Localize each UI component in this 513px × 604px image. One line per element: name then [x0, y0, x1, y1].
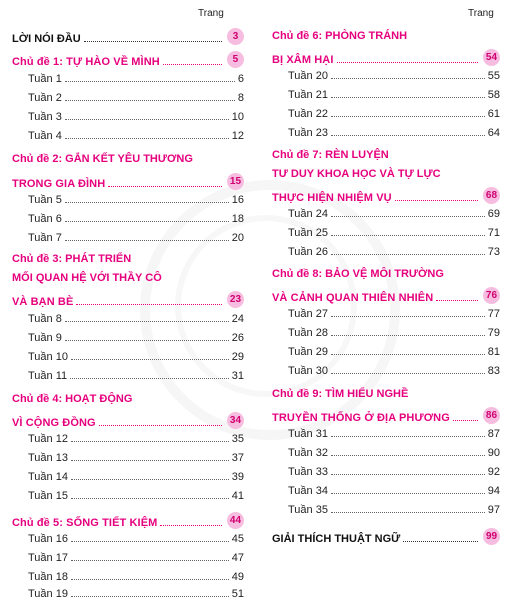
week-label: Tuần 2	[28, 92, 62, 104]
leader-dots	[331, 97, 485, 98]
week-label: Tuần 12	[28, 433, 68, 445]
leader-dots	[337, 62, 479, 63]
toc-week[interactable]	[12, 588, 244, 600]
week-label: Tuần 15	[28, 490, 68, 502]
leader-dots	[65, 340, 229, 341]
topic-title: TRUYỀN THỐNG Ở ĐỊA PHƯƠNG	[272, 412, 450, 424]
week-page: 37	[231, 452, 244, 464]
week-page: 29	[231, 351, 244, 363]
toc-topic-1[interactable]	[12, 51, 244, 68]
week-label: Tuần 30	[288, 365, 328, 377]
week-label: Tuần 5	[28, 194, 62, 206]
leader-dots	[331, 354, 485, 355]
toc-week[interactable]	[12, 490, 244, 502]
week-page: 12	[231, 130, 244, 142]
week-label: Tuần 7	[28, 232, 62, 244]
week-label: Tuần 25	[288, 227, 328, 239]
leader-dots	[108, 186, 222, 187]
week-label: Tuần 32	[288, 447, 328, 459]
week-page: 87	[487, 428, 500, 440]
leader-dots	[71, 479, 229, 480]
week-page: 10	[231, 111, 244, 123]
toc-week[interactable]	[12, 111, 244, 123]
toc-week[interactable]	[272, 428, 500, 440]
week-page: 20	[231, 232, 244, 244]
week-page: 58	[487, 89, 500, 101]
leader-dots	[331, 116, 485, 117]
week-page: 90	[487, 447, 500, 459]
week-page: 47	[231, 552, 244, 564]
week-label: Tuần 8	[28, 313, 62, 325]
leader-dots	[65, 81, 235, 82]
toc-week[interactable]	[272, 365, 500, 377]
week-page: 92	[487, 466, 500, 478]
page-badge: 5	[227, 51, 244, 68]
week-page: 8	[237, 92, 244, 104]
topic-title-line: Chủ đề 7: RÈN LUYỆN	[272, 149, 389, 161]
toc-week[interactable]	[272, 246, 500, 258]
toc-week[interactable]	[12, 313, 244, 325]
toc-week[interactable]	[12, 351, 244, 363]
leader-dots	[403, 541, 478, 542]
week-page: 35	[231, 433, 244, 445]
leader-dots	[65, 119, 229, 120]
leader-dots	[436, 300, 478, 301]
week-page: 26	[231, 332, 244, 344]
toc-topic-8[interactable]	[272, 287, 500, 304]
leader-dots	[76, 304, 222, 305]
week-page: 18	[231, 213, 244, 225]
toc-week[interactable]	[272, 70, 500, 82]
page-badge: 86	[483, 407, 500, 424]
leader-dots	[331, 436, 485, 437]
toc-week[interactable]	[12, 552, 244, 564]
week-page: 83	[487, 365, 500, 377]
leader-dots	[160, 525, 222, 526]
leader-dots	[65, 321, 229, 322]
leader-dots	[99, 425, 222, 426]
week-page: 61	[487, 108, 500, 120]
topic-title-line: Chủ đề 9: TÌM HIỂU NGHỀ	[272, 388, 409, 400]
toc-topic-5[interactable]	[12, 512, 244, 529]
toc-week[interactable]	[272, 308, 500, 320]
leader-dots	[65, 138, 229, 139]
week-page: 51	[231, 588, 244, 600]
week-page: 94	[487, 485, 500, 497]
week-label: Tuần 33	[288, 466, 328, 478]
week-page: 6	[237, 73, 244, 85]
week-page: 24	[231, 313, 244, 325]
toc-week[interactable]	[272, 466, 500, 478]
week-label: Tuần 9	[28, 332, 62, 344]
week-page: 73	[487, 246, 500, 258]
week-label: Tuần 24	[288, 208, 328, 220]
week-label: Tuần 28	[288, 327, 328, 339]
toc-week[interactable]	[12, 213, 244, 225]
toc-week[interactable]	[12, 130, 244, 142]
leader-dots	[331, 235, 485, 236]
week-label: Tuần 6	[28, 213, 62, 225]
topic-title-line: Chủ đề 4: HOẠT ĐỘNG	[12, 393, 133, 405]
page-column-header: Trang	[468, 8, 494, 19]
week-page: 49	[231, 571, 244, 583]
week-label: Tuần 4	[28, 130, 62, 142]
leader-dots	[331, 78, 485, 79]
leader-dots	[65, 221, 229, 222]
week-label: Tuần 35	[288, 504, 328, 516]
week-label: Tuần 11	[28, 370, 68, 382]
week-page: 71	[487, 227, 500, 239]
toc-topic-7[interactable]	[272, 187, 500, 204]
leader-dots	[331, 455, 485, 456]
leader-dots	[331, 254, 485, 255]
leader-dots	[65, 202, 229, 203]
toc-week[interactable]	[272, 89, 500, 101]
leader-dots	[395, 200, 478, 201]
week-label: Tuần 27	[288, 308, 328, 320]
topic-title: VÀ CẢNH QUAN THIÊN NHIÊN	[272, 292, 434, 304]
leader-dots	[71, 579, 229, 580]
leader-dots	[331, 316, 485, 317]
leader-dots	[331, 216, 485, 217]
week-page: 69	[487, 208, 500, 220]
week-page: 55	[487, 70, 500, 82]
topic-title-line: Chủ đề 3: PHÁT TRIỂN	[12, 253, 132, 265]
toc-entry-glossary[interactable]	[272, 528, 500, 545]
toc-week[interactable]	[272, 127, 500, 139]
week-label: Tuần 16	[28, 533, 68, 545]
toc-week[interactable]	[12, 232, 244, 244]
page-badge: 15	[227, 173, 244, 190]
topic-title: BỊ XÂM HẠI	[272, 54, 334, 66]
page-badge: 44	[227, 512, 244, 529]
week-label: Tuần 17	[28, 552, 68, 564]
toc-week[interactable]	[12, 370, 244, 382]
leader-dots	[71, 560, 229, 561]
toc-week[interactable]	[272, 485, 500, 497]
leader-dots	[71, 541, 229, 542]
week-label: Tuần 3	[28, 111, 62, 123]
week-page: 39	[231, 471, 244, 483]
toc-week[interactable]	[12, 92, 244, 104]
page-badge: 68	[483, 187, 500, 204]
week-page: 97	[487, 504, 500, 516]
leader-dots	[84, 41, 222, 42]
toc-week[interactable]	[12, 533, 244, 545]
leader-dots	[331, 135, 485, 136]
topic-title: THỰC HIỆN NHIỆM VỤ	[272, 192, 392, 204]
toc-topic-6[interactable]	[272, 49, 500, 66]
toc-week[interactable]	[12, 433, 244, 445]
week-page: 81	[487, 346, 500, 358]
leader-dots	[331, 493, 485, 494]
week-label: Tuần 21	[288, 89, 328, 101]
entry-label: LỜI NÓI ĐẦU	[12, 33, 81, 45]
week-label: Tuần 26	[288, 246, 328, 258]
page-badge: 3	[227, 28, 244, 45]
topic-title: VÀ BẠN BÈ	[12, 296, 74, 308]
week-label: Tuần 14	[28, 471, 68, 483]
leader-dots	[163, 64, 222, 65]
page-badge: 34	[227, 412, 244, 429]
topic-title-line: Chủ đề 8: BẢO VỆ MÔI TRƯỜNG	[272, 268, 444, 280]
toc-week[interactable]	[12, 194, 244, 206]
week-label: Tuần 23	[288, 127, 328, 139]
leader-dots	[65, 240, 229, 241]
page-column-header: Trang	[198, 8, 224, 19]
leader-dots	[65, 100, 235, 101]
toc-topic-4[interactable]	[12, 412, 244, 429]
leader-dots	[71, 596, 229, 597]
topic-title: Chủ đề 1: TỰ HÀO VỀ MÌNH	[12, 56, 160, 68]
leader-dots	[70, 378, 229, 379]
week-label: Tuần 20	[288, 70, 328, 82]
week-label: Tuần 29	[288, 346, 328, 358]
week-label: Tuần 18	[28, 571, 68, 583]
entry-label: GIẢI THÍCH THUẬT NGỮ	[272, 533, 401, 545]
topic-title-line: Chủ đề 2: GẮN KẾT YÊU THƯƠNG	[12, 153, 193, 165]
toc-week[interactable]	[272, 346, 500, 358]
page-badge: 99	[483, 528, 500, 545]
topic-title-line: Chủ đề 6: PHÒNG TRÁNH	[272, 30, 408, 42]
week-page: 41	[231, 490, 244, 502]
week-label: Tuần 31	[288, 428, 328, 440]
leader-dots	[71, 460, 229, 461]
week-label: Tuần 19	[28, 588, 68, 600]
week-page: 45	[231, 533, 244, 545]
page-badge: 54	[483, 49, 500, 66]
week-page: 16	[231, 194, 244, 206]
topic-title: TRONG GIA ĐÌNH	[12, 178, 106, 190]
toc-week[interactable]	[12, 452, 244, 464]
toc-topic-9[interactable]	[272, 407, 500, 424]
toc-topic-3[interactable]	[12, 291, 244, 308]
leader-dots	[331, 512, 485, 513]
toc-week[interactable]	[272, 327, 500, 339]
week-label: Tuần 1	[28, 73, 62, 85]
week-label: Tuần 22	[288, 108, 328, 120]
leader-dots	[453, 420, 478, 421]
toc-week[interactable]	[272, 504, 500, 516]
week-page: 79	[487, 327, 500, 339]
toc-week[interactable]	[272, 108, 500, 120]
page-badge: 76	[483, 287, 500, 304]
week-page: 77	[487, 308, 500, 320]
toc-week[interactable]	[12, 571, 244, 583]
toc-week[interactable]	[272, 227, 500, 239]
toc-topic-2[interactable]	[12, 173, 244, 190]
week-page: 64	[487, 127, 500, 139]
leader-dots	[331, 474, 485, 475]
topic-title: VÌ CỘNG ĐỒNG	[12, 417, 96, 429]
toc-entry-intro[interactable]	[12, 28, 244, 45]
toc-week[interactable]	[12, 73, 244, 85]
toc-week[interactable]	[12, 471, 244, 483]
leader-dots	[331, 335, 485, 336]
page-badge: 23	[227, 291, 244, 308]
week-label: Tuần 10	[28, 351, 68, 363]
topic-title-line: MỐI QUAN HỆ VỚI THẦY CÔ	[12, 272, 162, 284]
leader-dots	[71, 359, 229, 360]
week-label: Tuần 13	[28, 452, 68, 464]
toc-week[interactable]	[272, 208, 500, 220]
topic-title-line: TƯ DUY KHOA HỌC VÀ TỰ LỰC	[272, 168, 441, 180]
leader-dots	[71, 441, 229, 442]
week-page: 31	[231, 370, 244, 382]
week-label: Tuần 34	[288, 485, 328, 497]
topic-title: Chủ đề 5: SỐNG TIẾT KIỆM	[12, 517, 158, 529]
toc-week[interactable]	[12, 332, 244, 344]
toc-week[interactable]	[272, 447, 500, 459]
leader-dots	[71, 498, 229, 499]
leader-dots	[331, 373, 485, 374]
